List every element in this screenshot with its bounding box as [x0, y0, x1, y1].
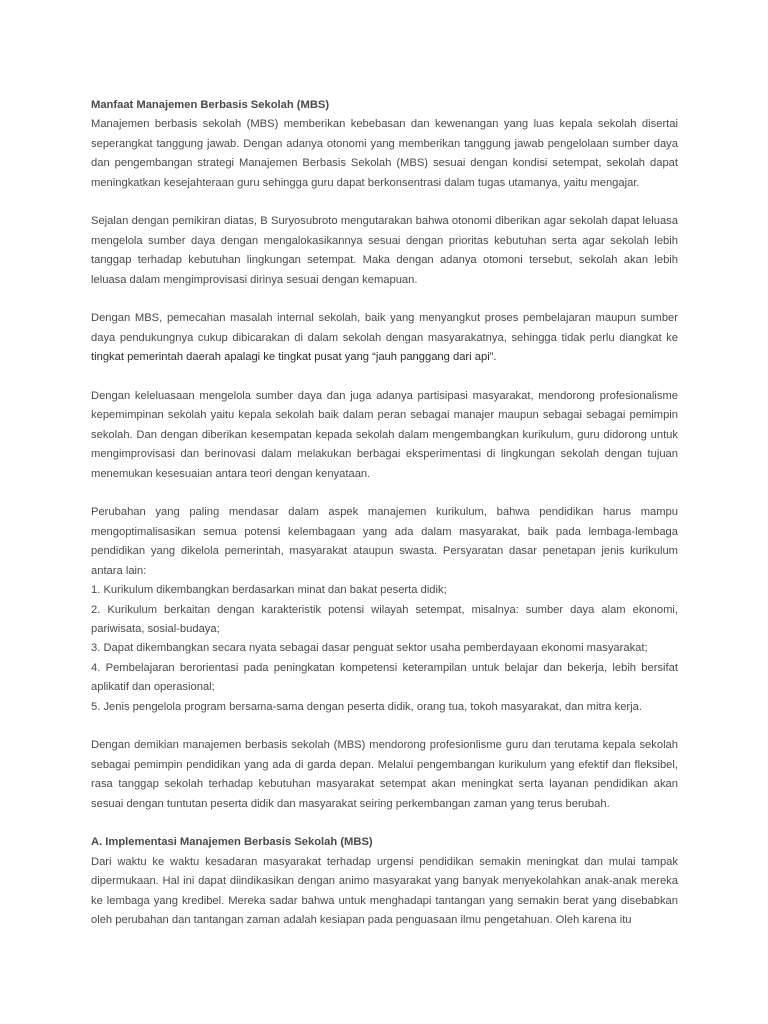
section-heading-implementasi: A. Implementasi Manajemen Berbasis Sekolah (MBS) — [91, 836, 373, 849]
section-heading-manfaat: Manfaat Manajemen Berbasis Sekolah (MBS) — [91, 99, 330, 111]
paragraph-7: Dari waktu ke waktu kesadaran masyarakat terhadap urgensi pendidikan semakin meningkat dan mulai tampak dipermukaan. Hal ini dapat diindikasikan dengan animo masyarakat yang banyak menyekolahkan anak-anak mereka ke lembaga yang kredibel. Mereka sadar bahwa untuk menghadapi tantangan yang semakin berat yang disebabkan oleh perubahan dan tantangan zaman adalah kesiapan pada penguasaan ilmu pengetahuan. Oleh karena itu — [91, 855, 678, 926]
paragraph-1: Manajemen berbasis sekolah (MBS) memberikan kebebasan dan kewenangan yang luas kepala sekolah disertai seperangkat tanggung jawab. Dengan adanya otonomi yang memberikan tanggung jawab pengelolaan sumber daya dan pengembangan strategi Manajemen Berbasis Sekolah (MBS) sesuai dengan kondisi setempat, sekolah dapat meningkatkan kesejahteraan guru sehingga guru dapat berkonsentrasi dalam tugas utamanya, yaitu mengajar. — [91, 118, 678, 189]
curriculum-requirements-list — [91, 581, 678, 717]
paragraph-3-part-a: Dengan MBS, pemecahan masalah internal sekolah, baik yang menyangkut proses pembelajaran maupun sumber daya pendukungnya cukup dibicarakan di dalam sekolah dengan masyarakatnya, sehingga tidak perlu diangkat ke — [91, 312, 678, 344]
list-item: 5. Jenis pengelola program bersama-sama dengan peserta didik, orang tua, tokoh masyarakat, dan mitra kerja. — [91, 700, 642, 713]
paragraph-2: Sejalan dengan pemikiran diatas, B Suryosubroto mengutarakan bahwa otonomi diberikan agar sekolah dapat leluasa mengelola sumber daya dengan mengalokasikannya sesuai dengan prioritas kebutuhan serta agar sekolah lebih tanggap terhadap kebutuhan lingkungan setempat. Maka dengan adanya otomoni tersebut, sekolah akan lebih leluasa dalam mengimprovisasi dirinya sesuai dengan kemapuan. — [91, 215, 678, 286]
list-item: 1. Kurikulum dikembangkan berdasarkan minat dan bakat peserta didik; — [91, 584, 447, 597]
document-page — [91, 96, 678, 950]
list-item: 2. Kurikulum berkaitan dengan karakteristik potensi wilayah setempat, misalnya: sumber daya alam ekonomi, pariwisata, sosial-budaya; — [91, 603, 678, 635]
paragraph-4: Dengan keleluasaan mengelola sumber daya dan juga adanya partisipasi masyarakat, mendorong profesionalisme kepemimpinan sekolah yaitu kepala sekolah baik dalam peran sebagai manajer maupun sebagai sebagai pemimpin sekolah. Dan dengan diberikan kesempatan kepada sekolah dalam mengembangkan kurikulum, guru didorong untuk mengimprovisasi dan berinovasi dalam melakukan berbagai eksperimentasi di lingkungan sekolah dengan tujuan menemukan kesesuaian antara teori dengan kenyataan. — [91, 390, 678, 480]
paragraph-3-part-b: tingkat pemerintah daerah apalagi ke tingkat pusat yang “jauh panggang dari api”. — [91, 351, 497, 364]
list-item: 3. Dapat dikembangkan secara nyata sebagai dasar penguat sektor usaha pemberdayaan ekonomi masyarakat; — [91, 642, 648, 655]
list-item: 4. Pembelajaran berorientasi pada peningkatan kompetensi keterampilan untuk belajar dan bekerja, lebih bersifat aplikatif dan operasional; — [91, 661, 678, 694]
paragraph-6: Dengan demikian manajemen berbasis sekolah (MBS) mendorong profesionlisme guru dan terutama kepala sekolah sebagai pemimpin pendidikan yang ada di garda depan. Melalui pengembangan kurikulum yang efektif dan fleksibel, rasa tanggap sekolah terhadap kebutuhan masyarakat setempat akan meningkat serta layanan pendidikan akan sesuai dengan tuntutan peserta didik dan masyarakat seiring perkembangan zaman yang terus berubah. — [91, 739, 678, 810]
paragraph-3 — [91, 309, 678, 367]
paragraph-5: Perubahan yang paling mendasar dalam aspek manajemen kurikulum, bahwa pendidikan harus mampu mengoptimalisasikan semua potensi kelembagaan yang ada dalam masyarakat, baik pada lembaga-lembaga pendidikan yang dikelola pemerintah, masyarakat ataupun swasta. Persyaratan dasar penetapan jenis kurikulum antara lain: — [91, 506, 678, 577]
